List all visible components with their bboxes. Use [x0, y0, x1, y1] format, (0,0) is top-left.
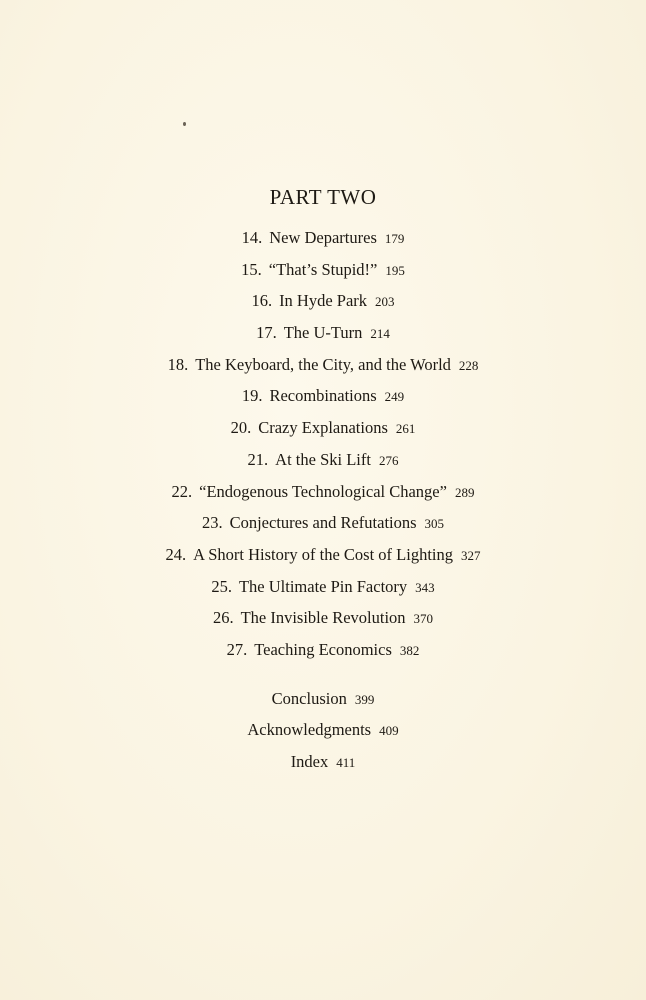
page-number: 305: [424, 516, 445, 532]
page-number: 411: [336, 755, 356, 770]
back-matter-list: [0, 683, 646, 778]
page-number: 327: [461, 547, 481, 563]
chapter-title: The U-Turn: [283, 323, 363, 343]
page-number: 409: [379, 723, 399, 739]
back-matter-title: Acknowledgments: [247, 720, 372, 740]
part-title: PART TWO: [269, 185, 377, 209]
page-number: 382: [399, 642, 420, 658]
chapter-number: 25.: [211, 576, 232, 596]
chapter-number: 21.: [247, 449, 269, 469]
chapter-number: 15.: [241, 259, 262, 279]
toc-entry-23: [0, 507, 646, 539]
chapter-title: “That’s Stupid!”: [268, 259, 378, 279]
table-of-contents: [0, 182, 646, 778]
toc-entry-22: [0, 476, 646, 508]
chapter-number: 26.: [212, 608, 234, 628]
chapter-number: 20.: [230, 418, 252, 438]
page-number: 399: [354, 691, 375, 707]
toc-entry-14: [0, 222, 646, 254]
chapter-number: 22.: [171, 481, 193, 501]
chapter-number: 17.: [256, 323, 277, 343]
toc-entry-acknowledgments: [0, 714, 646, 746]
page-number: 214: [370, 326, 390, 342]
chapter-number: 16.: [251, 291, 273, 311]
page-number: 228: [458, 357, 479, 373]
toc-entry-16: [0, 285, 646, 317]
page-number: 179: [384, 231, 405, 246]
chapter-title: The Ultimate Pin Factory: [238, 576, 408, 596]
chapter-number: 24.: [165, 544, 187, 564]
chapter-title: Recombinations: [269, 386, 377, 406]
toc-entry-27: [0, 634, 646, 666]
page-number: 276: [378, 452, 399, 468]
toc-entry-26: [0, 602, 646, 634]
toc-entry-18: [0, 349, 646, 381]
back-matter-title: Index: [290, 752, 329, 771]
chapter-number: 27.: [226, 639, 248, 659]
chapter-title: A Short History of the Cost of Lighting: [193, 544, 453, 564]
chapter-title: Teaching Economics: [254, 639, 392, 659]
chapter-title: Crazy Explanations: [258, 418, 388, 438]
toc-entry-19: [0, 380, 646, 412]
chapter-title: “Endogenous Technological Change”: [199, 481, 447, 501]
back-matter-title: Conclusion: [271, 688, 347, 708]
toc-entry-index: [0, 746, 646, 778]
chapter-list: [0, 222, 646, 666]
page-number: 249: [384, 389, 405, 405]
chapter-number: 18.: [167, 354, 189, 374]
toc-entry-21: [0, 444, 646, 476]
chapter-number: 23.: [201, 513, 223, 533]
chapter-title: New Departures: [269, 228, 377, 247]
toc-entry-conclusion: [0, 683, 646, 715]
page-number: 343: [415, 579, 435, 595]
chapter-title: The Invisible Revolution: [240, 608, 406, 628]
ink-speck: [183, 122, 186, 126]
page-number: 370: [413, 611, 434, 627]
toc-entry-24: [0, 539, 646, 571]
toc-entry-25: [0, 571, 646, 603]
chapter-title: The Keyboard, the City, and the World: [195, 354, 451, 374]
chapter-title: At the Ski Lift: [275, 449, 371, 469]
toc-entry-20: [0, 412, 646, 444]
page-number: 203: [375, 294, 395, 310]
chapter-number: 19.: [241, 386, 263, 406]
page-number: 195: [385, 262, 405, 278]
page-number: 261: [395, 421, 416, 437]
chapter-number: 14.: [241, 228, 263, 247]
chapter-title: In Hyde Park: [279, 291, 368, 311]
chapter-title: Conjectures and Refutations: [229, 513, 417, 533]
page-number: 289: [454, 484, 475, 500]
toc-entry-15: [0, 254, 646, 286]
toc-entry-17: [0, 317, 646, 349]
